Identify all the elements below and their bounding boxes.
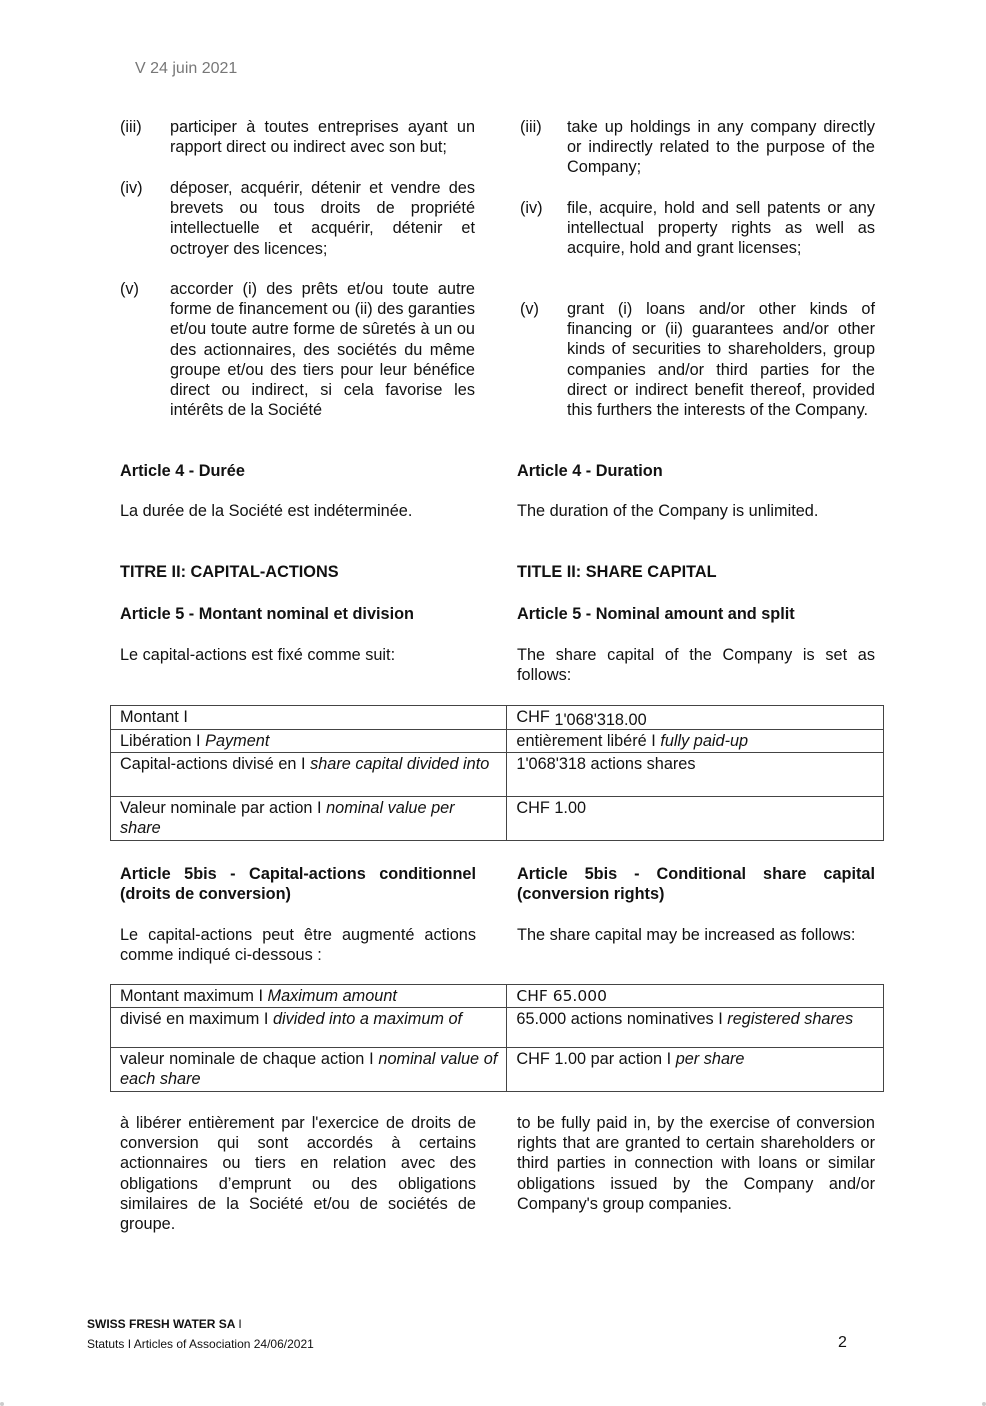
footer-company: [87, 1317, 242, 1331]
article5bis-text-fr: Le capital-actions peut être augmenté actions comme indiqué ci-dessous :: [120, 926, 476, 965]
separator: I: [196, 732, 201, 750]
table-row: [111, 706, 884, 730]
value-text: 1'068'318 actions shares: [516, 755, 696, 774]
article4-text-fr: La durée de la Société est indéterminée.: [120, 502, 413, 520]
table-row: [111, 985, 884, 1008]
item-number-fr-v: (v): [120, 280, 139, 298]
item-number-en-v: (v): [520, 300, 539, 318]
table-cell-label: [111, 706, 507, 730]
item-number-fr-iii: (iii): [120, 118, 142, 136]
label-fr: divisé en maximum: [120, 1010, 260, 1029]
article5bis-title-en: Article 5bis - Conditional share capital (conversion rights): [517, 865, 875, 904]
table-cell-label: [111, 730, 507, 753]
item-text-en-v: grant (i) loans and/or other kinds of financing or (ii) guarantees and/or other kinds of securities to shareholders, group companies and/or third parties for the direct or indirect benefit thereof, provided this furthers the interests of the Company.: [567, 300, 875, 420]
item-number-en-iii: (iii): [520, 118, 542, 136]
separator: I: [369, 1050, 374, 1069]
label-en: Payment: [205, 732, 270, 750]
article4-title-en: Article 4 - Duration: [517, 462, 663, 480]
separator: I: [238, 1317, 242, 1331]
item-number-fr-iv: (iv): [120, 179, 143, 197]
page-number: 2: [838, 1334, 847, 1351]
table-row: [111, 1048, 884, 1091]
label-en: share capital divided into: [310, 755, 490, 774]
separator: I: [301, 755, 306, 774]
label-en: Maximum amount: [267, 987, 397, 1005]
article5bis-closing-fr: à libérer entièrement par l'exercice de droits de conversion qui sont accordés à certains actionnaires ou tiers en relation avec des obligations d’emprunt ou des obligations similaires de la Société et/ou de sociétés de groupe.: [120, 1114, 476, 1234]
table-cell-value: [507, 753, 884, 797]
label-en: nominal value of each share: [120, 1050, 498, 1089]
value-text: 65.000 actions nominatives: [516, 1010, 714, 1029]
footer-company-name: SWISS FRESH WATER SA: [87, 1317, 236, 1331]
item-text-fr-v: accorder (i) des prêts et/ou toute autre forme de financement ou (ii) des garanties et/ou toute autre forme de sûretés à un ou des actionnaires, des sociétés du même groupe et/ou des tiers pour leur bénéfice direct ou indirect, si cela favorise les intérêts de la Société: [170, 280, 475, 420]
article4-title-fr: Article 4 - Durée: [120, 462, 245, 480]
table-cell-value: [507, 985, 884, 1008]
table-cell-value: [507, 1048, 884, 1091]
separator: I: [317, 799, 322, 818]
item-text-en-iii: take up holdings in any company directly or indirectly related to the purpose of the Company;: [567, 118, 875, 177]
label-fr: valeur nominale de chaque action: [120, 1050, 365, 1069]
table-row: [111, 753, 884, 797]
value-text-en: registered shares: [727, 1010, 854, 1029]
table-row: [111, 1008, 884, 1048]
item-number-en-iv: (iv): [520, 199, 543, 217]
footer-subtitle: Statuts I Articles of Association 24/06/2021: [87, 1337, 314, 1351]
label-fr: Libération: [120, 732, 192, 750]
separator: I: [718, 1010, 723, 1029]
separator: I: [258, 987, 263, 1005]
label-fr: Montant maximum: [120, 987, 254, 1005]
separator: I: [651, 732, 656, 750]
corner-mark: [982, 1402, 986, 1406]
article5-title-en: Article 5 - Nominal amount and split: [517, 605, 795, 623]
table-cell-label: [111, 985, 507, 1008]
value-text: CHF 1.00: [516, 799, 587, 818]
article4-text-en: The duration of the Company is unlimited.: [517, 502, 819, 520]
item-text-fr-iv: déposer, acquérir, détenir et vendre des brevets ou tous droits de propriété intellectuelle et acquérir, détenir et octroyer des licences;: [170, 179, 475, 258]
title2-en: TITLE II: SHARE CAPITAL: [517, 563, 717, 581]
item-text-fr-iii: participer à toutes entreprises ayant un rapport direct ou indirect avec son but;: [170, 118, 475, 157]
share-capital-table: [110, 705, 884, 841]
table-cell-value: [507, 706, 884, 730]
version-date: V 24 juin 2021: [135, 60, 238, 77]
value-amount: 1'068'318.00: [554, 711, 647, 729]
label-fr: Valeur nominale par action: [120, 799, 313, 818]
article5bis-title-fr: Article 5bis - Capital-actions conditionnel (droits de conversion): [120, 865, 476, 904]
article5-title-fr: Article 5 - Montant nominal et division: [120, 605, 414, 623]
corner-mark: [0, 1402, 4, 1406]
label-fr: Capital-actions divisé en: [120, 755, 297, 774]
value-text: entièrement libéré: [516, 732, 647, 750]
separator: I: [263, 1010, 269, 1029]
value-text: CHF 65.000: [516, 987, 607, 1005]
table-cell-label: [111, 1008, 507, 1048]
table-cell-value: [507, 730, 884, 753]
table-row: [111, 797, 884, 841]
label-en: nominal value per share: [120, 799, 455, 838]
value-text-en: fully paid-up: [660, 732, 749, 750]
table-cell-label: [111, 797, 507, 841]
title2-fr: TITRE II: CAPITAL-ACTIONS: [120, 563, 339, 581]
table-cell-value: [507, 1008, 884, 1048]
table-cell-value: [507, 797, 884, 841]
table-row: [111, 730, 884, 753]
separator: I: [183, 708, 188, 726]
article5bis-closing-en: to be fully paid in, by the exercise of conversion rights that are granted to certain shareholders or third parties in connection with loans or similar obligations issued by the Company and/or Company's group companies.: [517, 1114, 875, 1213]
value-text: CHF 1.00 par action: [516, 1050, 663, 1069]
value-text-en: per share: [675, 1050, 745, 1069]
table-cell-label: [111, 1048, 507, 1091]
table-cell-label: [111, 753, 507, 797]
article5-text-en: The share capital of the Company is set as follows:: [517, 646, 875, 685]
conditional-capital-table: [110, 984, 884, 1092]
article5bis-text-en: The share capital may be increased as follows:: [517, 926, 856, 944]
label-fr: Montant: [120, 708, 179, 726]
separator: I: [666, 1050, 672, 1069]
item-text-en-iv: file, acquire, hold and sell patents or any intellectual property rights as well as acquire, hold and grant licenses;: [567, 199, 875, 258]
value-text: CHF: [516, 708, 550, 726]
article5-text-fr: Le capital-actions est fixé comme suit:: [120, 646, 396, 664]
label-en: divided into a maximum of: [272, 1010, 463, 1029]
